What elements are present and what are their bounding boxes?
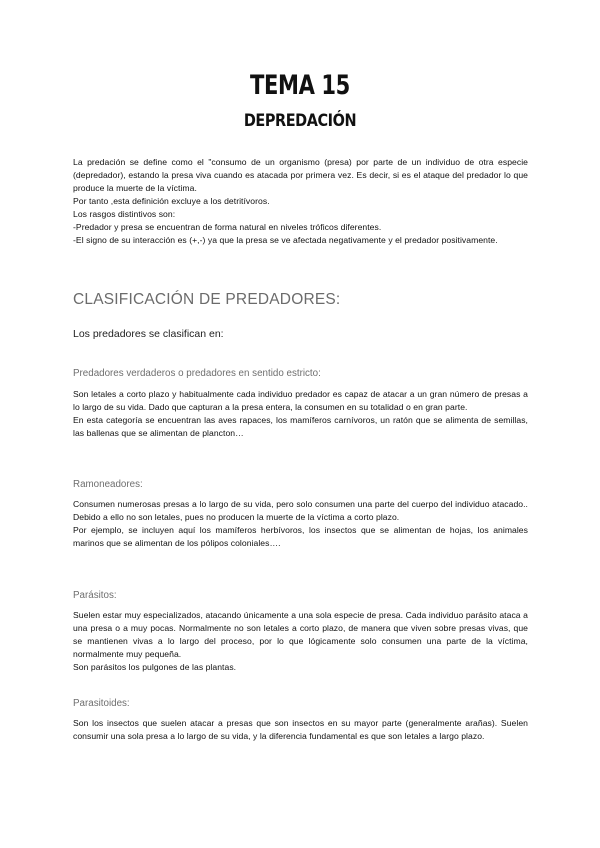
section-paragraph: Consumen numerosas presas a lo largo de su vida, pero solo consumen una parte del cuerpo del individuo atacado.. Debido a ello no son letales, pues no producen la muerte de la víctima a corto plazo. [73, 499, 528, 522]
section-paragraph: Son parásitos los pulgones de las plantas. [73, 662, 237, 672]
section-paragraph: Son letales a corto plazo y habitualmente cada individuo predador es capaz de atacar a un gran número de presas a lo largo de su vida. Dado que capturan a la presa entera, la consumen en su totalidad o en gran parte. [73, 389, 528, 412]
page-title: TEMA 15 [250, 70, 350, 101]
section-heading-parasitoides: Parasitoides: [73, 698, 130, 709]
section-paragraph: Son los insectos que suelen atacar a presas que son insectos en su mayor parte (generalmente arañas). Suelen consumir una sola presa a lo largo de su vida, y la diferencia fundamental es que son letales a largo plazo. [73, 718, 528, 741]
section-paragraph: Suelen estar muy especializados, atacando únicamente a una sola especie de presa. Cada individuo parásito ataca a una presa o a muy pocas. Normalmente no son letales a corto plazo, de manera que viven sobre presas vivas, que se mantienen vivas a lo largo del proceso, por lo que lógicamente solo consumen una parte de la víctima, normalmente muy pequeña. [73, 610, 528, 659]
section-body-parasitos [73, 609, 528, 674]
intro-paragraph: Los rasgos distintivos son: [73, 209, 176, 219]
page-subtitle: DEPREDACIÓN [243, 111, 357, 131]
intro-paragraph: -El signo de su interacción es (+,-) ya que la presa se ve afectada negativamente y el predador positivamente. [73, 235, 498, 245]
section-body-predadores-verdaderos [73, 388, 528, 440]
section-heading-ramoneadores: Ramoneadores: [73, 479, 143, 490]
intro-paragraph: Por tanto ,esta definición excluye a los detritívoros. [73, 196, 270, 206]
section-paragraph: Por ejemplo, se incluyen aquí los mamíferos herbívoros, los insectos que se alimentan de hojas, los animales marinos que se alimentan de los pólipos coloniales…. [73, 525, 528, 548]
intro-paragraph: La predación se define como el "consumo de un organismo (presa) por parte de un individuo de otra especie (depredador), estando la presa viva cuando es atacada por primera vez. Es decir, si es el ataque del predador lo que produce la muerte de la víctima. [73, 157, 528, 193]
section-body-parasitoides [73, 717, 528, 743]
classification-lead: Los predadores se clasifican en: [73, 328, 224, 340]
section-body-ramoneadores [73, 498, 528, 550]
section-paragraph: En esta categoría se encuentran las aves rapaces, los mamíferos carnívoros, un ratón que se alimenta de semillas, las ballenas que se alimentan de plancton… [73, 415, 528, 438]
classification-heading: CLASIFICACIÓN DE PREDADORES: [73, 291, 341, 308]
intro-block [73, 156, 528, 247]
section-heading-parasitos: Parásitos: [73, 590, 117, 601]
intro-paragraph: -Predador y presa se encuentran de forma natural en niveles tróficos diferentes. [73, 222, 382, 232]
section-heading-predadores-verdaderos: Predadores verdaderos o predadores en sentido estricto: [73, 368, 321, 379]
